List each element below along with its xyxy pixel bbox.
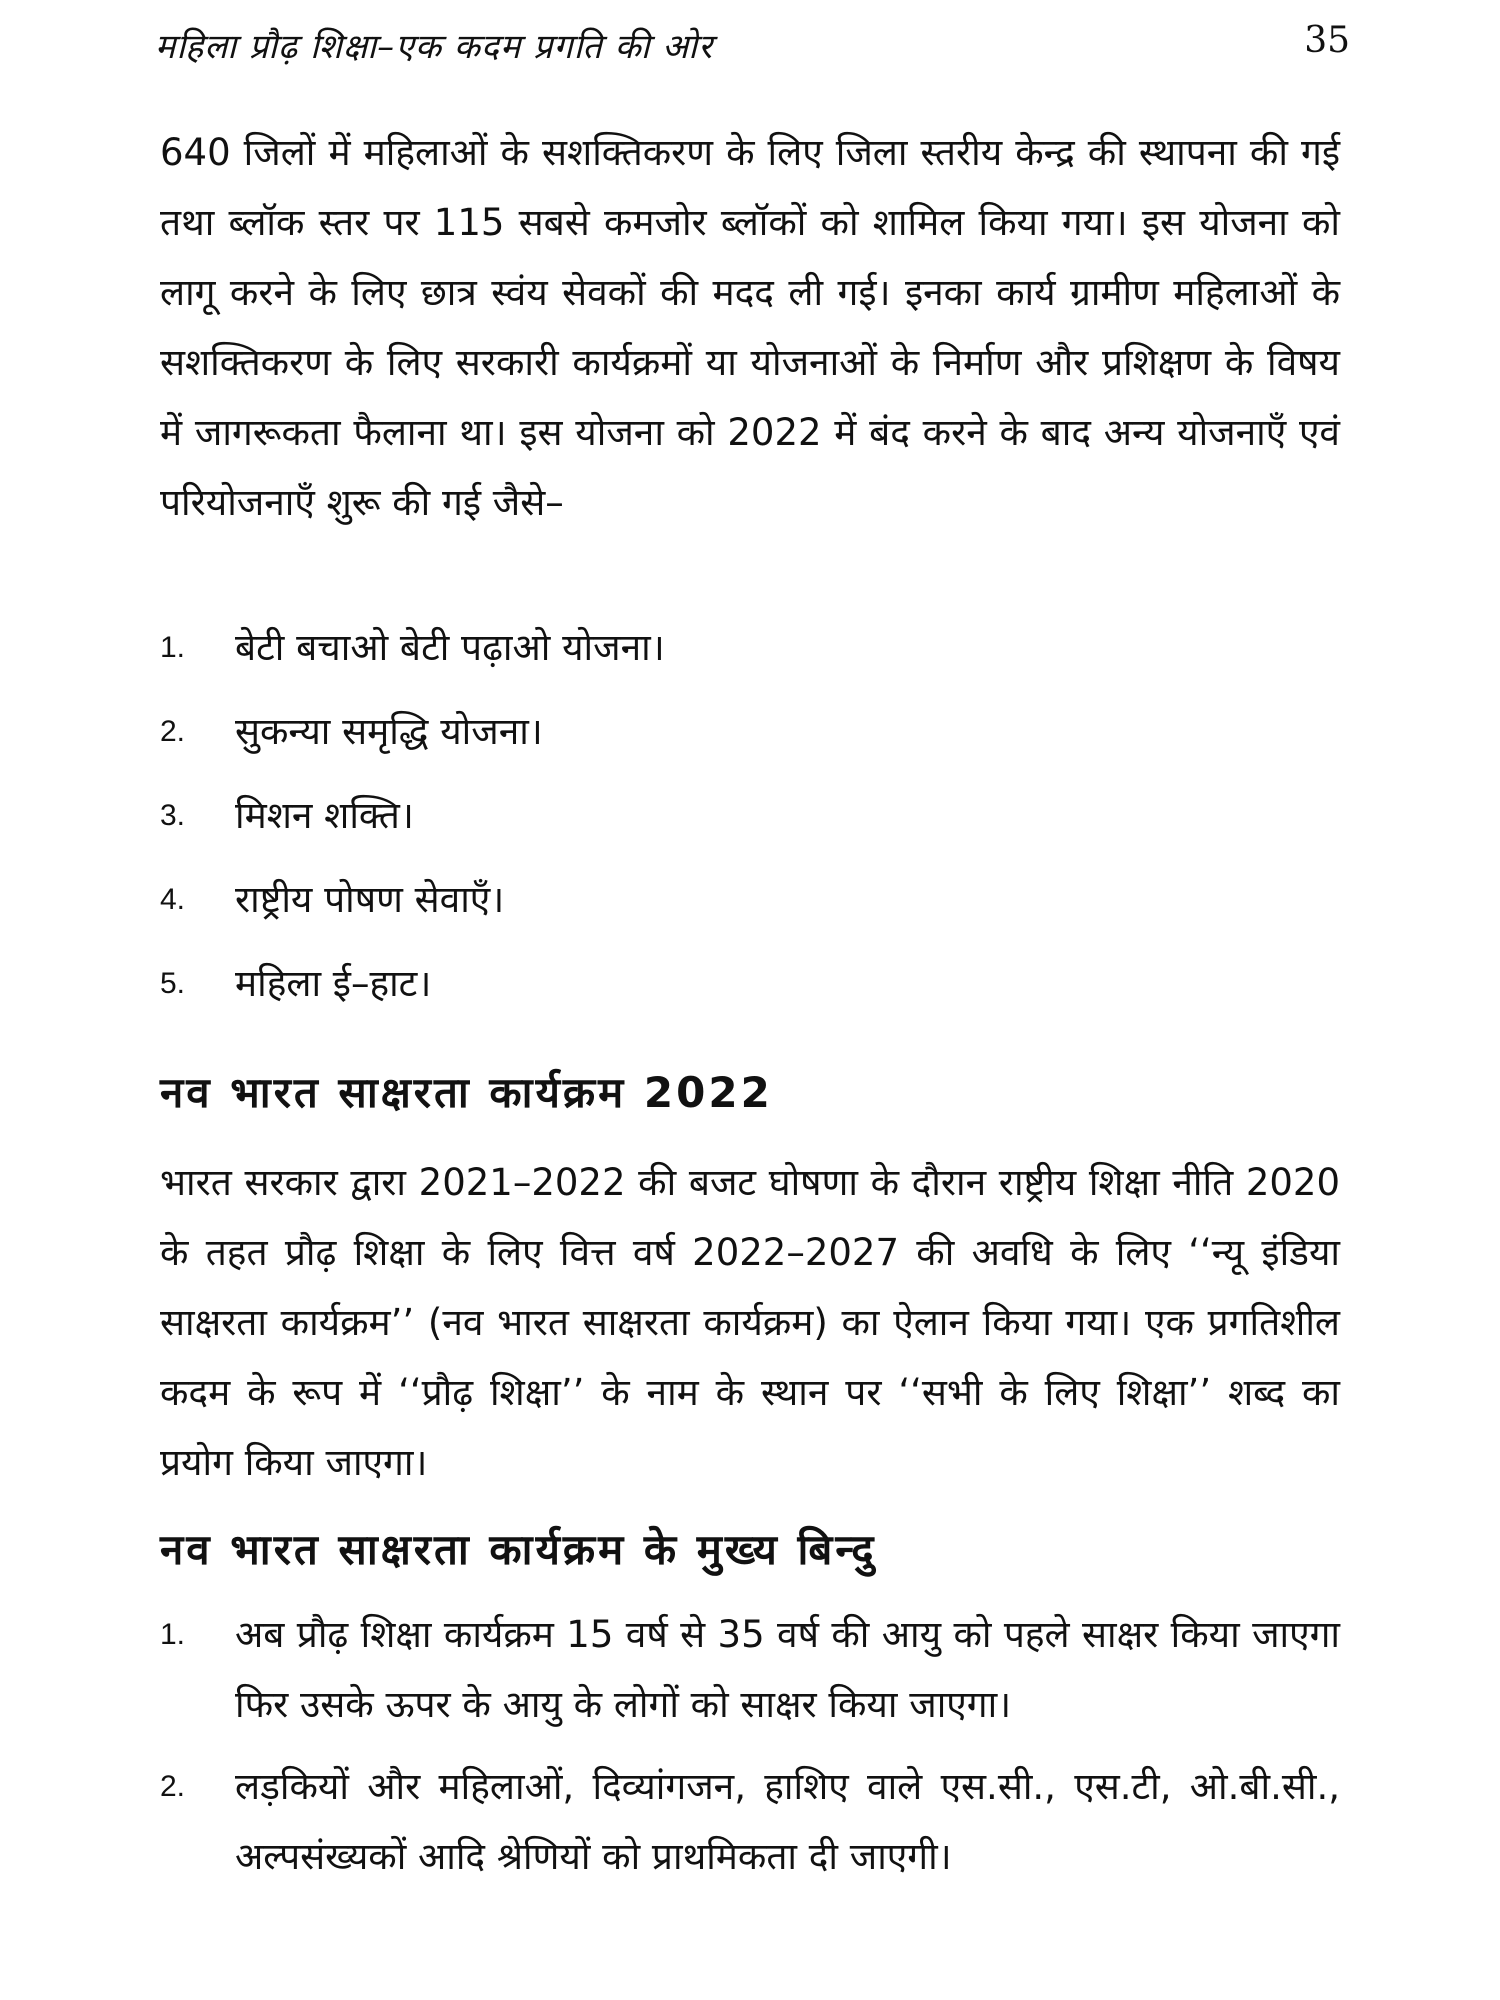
list-number: 2.: [160, 1770, 186, 1803]
section-heading-nbsk: नव भारत साक्षरता कार्यक्रम 2022: [160, 1068, 773, 1117]
nbsk-paragraph: [160, 1148, 1340, 1498]
list-item: [160, 954, 1340, 1038]
key-points-list: [160, 1600, 1340, 1904]
running-header: महिला प्रौढ़ शिक्षा–एक कदम प्रगति की ओर: [155, 27, 713, 67]
list-text: बेटी बचाओ बेटी पढ़ाओ योजना।: [235, 626, 665, 669]
list-number: 2.: [160, 715, 186, 748]
list-item: [160, 870, 1340, 954]
intro-paragraph: [160, 118, 1340, 538]
list-text: सुकन्या समृद्धि योजना।: [235, 710, 543, 753]
list-text: राष्ट्रीय पोषण सेवाएँ।: [235, 878, 505, 921]
list-number: 5.: [160, 967, 186, 1000]
list-text: महिला ई–हाट।: [235, 962, 432, 1005]
list-item: [160, 1752, 1340, 1892]
list-text: लड़कियों और महिलाओं, दिव्यांगजन, हाशिए वाले एस.सी., एस.टी, ओ.बी.सी., अल्पसंख्यकों आदि श्रेणियों को प्राथमिकता दी जाएगी।: [235, 1765, 1340, 1878]
intro-text: 640 जिलों में महिलाओं के सशक्तिकरण के लिए जिला स्तरीय केन्द्र की स्थापना की गई तथा ब्लॉक स्तर पर 115 सबसे कमजोर ब्लॉकों को शामिल किया गया। इस योजना को लागू करने के लिए छात्र स्वंय सेवकों की मदद ली गई। इनका कार्य ग्रामीण महिलाओं के सशक्तिकरण के लिए सरकारी कार्यक्रमों या योजनाओं के निर्माण और प्रशिक्षण के विषय में जागरूकता फैलाना था। इस योजना को 2022 में बंद करने के बाद अन्य योजनाएँ एवं परियोजनाएँ शुरू की गई जैसे–: [160, 131, 1340, 524]
schemes-list: [160, 618, 1340, 1038]
list-item: [160, 786, 1340, 870]
list-text: अब प्रौढ़ शिक्षा कार्यक्रम 15 वर्ष से 35 वर्ष की आयु को पहले साक्षर किया जाएगा फिर उसके ऊपर के आयु के लोगों को साक्षर किया जाएगा।: [235, 1613, 1340, 1726]
page-number: 35: [1304, 20, 1350, 61]
list-item: [160, 702, 1340, 786]
list-text: मिशन शक्ति।: [235, 794, 414, 837]
section-heading-key-points: नव भारत साक्षरता कार्यक्रम के मुख्य बिन्दु: [160, 1525, 877, 1574]
nbsk-text: भारत सरकार द्वारा 2021–2022 की बजट घोषणा के दौरान राष्ट्रीय शिक्षा नीति 2020 के तहत प्रौढ़ शिक्षा के लिए वित्त वर्ष 2022–2027 की अवधि के लिए ‘‘न्यू इंडिया साक्षरता कार्यक्रम’’ (नव भारत साक्षरता कार्यक्रम) का ऐलान किया गया। एक प्रगतिशील कदम के रूप में ‘‘प्रौढ़ शिक्षा’’ के नाम के स्थान पर ‘‘सभी के लिए शिक्षा’’ शब्द का प्रयोग किया जाएगा।: [160, 1161, 1340, 1484]
list-item: [160, 1600, 1340, 1740]
list-item: [160, 618, 1340, 702]
list-number: 1.: [160, 1618, 186, 1651]
list-number: 1.: [160, 631, 186, 664]
list-number: 4.: [160, 883, 186, 916]
list-number: 3.: [160, 799, 186, 832]
